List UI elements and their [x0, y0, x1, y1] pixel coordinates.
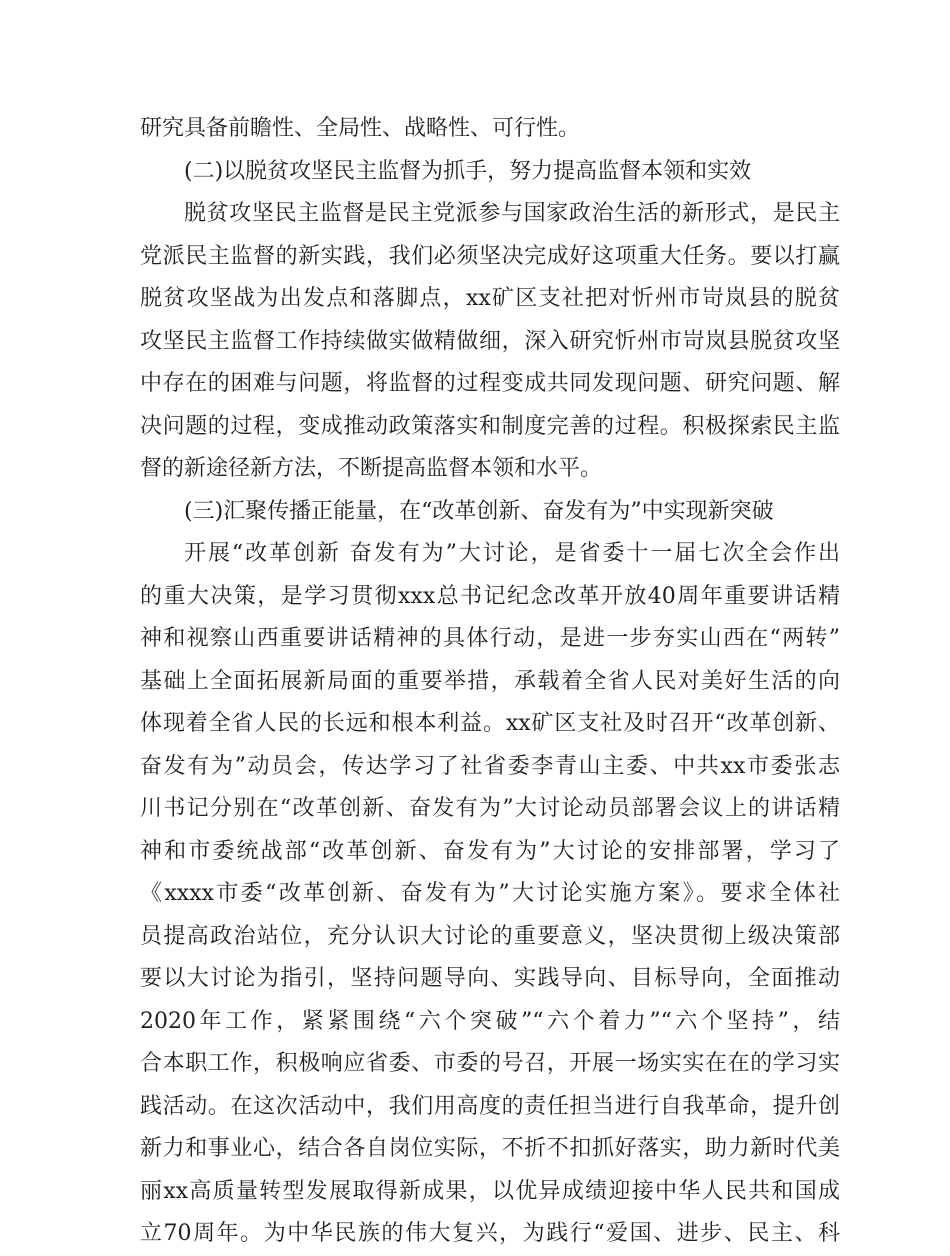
text-line: 要以大讨论为指引，坚持问题导向、实践导向、目标导向，全面推动 — [140, 966, 840, 991]
text-line: 基础上全面拓展新局面的重要举措，承载着全省人民对美好生活的向 — [140, 668, 840, 694]
text-line: 员提高政治站位，充分认识大讨论的重要意义，坚决贯彻上级决策部 — [140, 923, 840, 949]
document-body — [140, 108, 840, 1256]
text-line: 体现着全省人民的长远和根本利益。xx矿区支社及时召开“改革创新、 — [140, 711, 840, 736]
text-line: 攻坚民主监督工作持续做实做精做细，深入研究忻州市岢岚县脱贫攻坚 — [140, 328, 840, 354]
text-line: 开展“改革创新 奋发有为”大讨论，是省委十一届七次全会作出 — [184, 541, 840, 566]
text-line: 合本职工作，积极响应省委、市委的号召，开展一场实实在在的学习实 — [140, 1051, 840, 1076]
text-line: 研究具备前瞻性、全局性、战略性、可行性。 — [140, 116, 581, 141]
text-line: 督的新途径新方法，不断提高监督本领和水平。 — [140, 456, 603, 481]
text-line: 神和视察山西重要讲话精神的具体行动，是进一步夯实山西在“两转” — [140, 626, 840, 651]
text-line: 中存在的困难与问题，将监督的过程变成共同发现问题、研究问题、解 — [140, 371, 840, 396]
text-line: 脱贫攻坚战为出发点和落脚点，xx矿区支社把对忻州市岢岚县的脱贫 — [140, 286, 840, 311]
text-line: (三)汇聚传播正能量，在“改革创新、奋发有为”中实现新突破 — [184, 498, 774, 524]
text-line: 党派民主监督的新实践，我们必须坚决完成好这项重大任务。要以打赢 — [140, 243, 840, 269]
text-line: 川书记分别在“改革创新、奋发有为”大讨论动员部署会议上的讲话精 — [140, 796, 840, 821]
text-line: 立70周年。为中华民族的伟大复兴，为践行“爱国、进步、民主、科 — [140, 1221, 840, 1246]
text-line: 决问题的过程，变成推动政策落实和制度完善的过程。积极探索民主监 — [140, 413, 840, 439]
text-line: 新力和事业心，结合各自岗位实际，不折不扣抓好落实，助力新时代美 — [140, 1136, 840, 1161]
text-line: (二)以脱贫攻坚民主监督为抓手，努力提高监督本领和实效 — [184, 158, 752, 184]
text-line: 践活动。在这次活动中，我们用高度的责任担当进行自我革命，提升创 — [140, 1093, 840, 1119]
text-line: 的重大决策，是学习贯彻xxx总书记纪念改革开放40周年重要讲话精 — [140, 583, 840, 609]
text-line: 脱贫攻坚民主监督是民主党派参与国家政治生活的新形式，是民主 — [184, 201, 840, 226]
text-line: 丽xx高质量转型发展取得新成果，以优异成绩迎接中华人民共和国成 — [140, 1178, 840, 1204]
text-line: 神和市委统战部“改革创新、奋发有为”大讨论的安排部署，学习了 — [140, 838, 840, 864]
text-line: 《xxxx市委“改革创新、奋发有为”大讨论实施方案》。要求全体社 — [140, 881, 840, 906]
text-line: 奋发有为”动员会，传达学习了社省委李青山主委、中共xx市委张志 — [140, 753, 840, 779]
text-line: 2020年工作，紧紧围绕“六个突破”“六个着力”“六个坚持”，结 — [140, 1008, 840, 1034]
